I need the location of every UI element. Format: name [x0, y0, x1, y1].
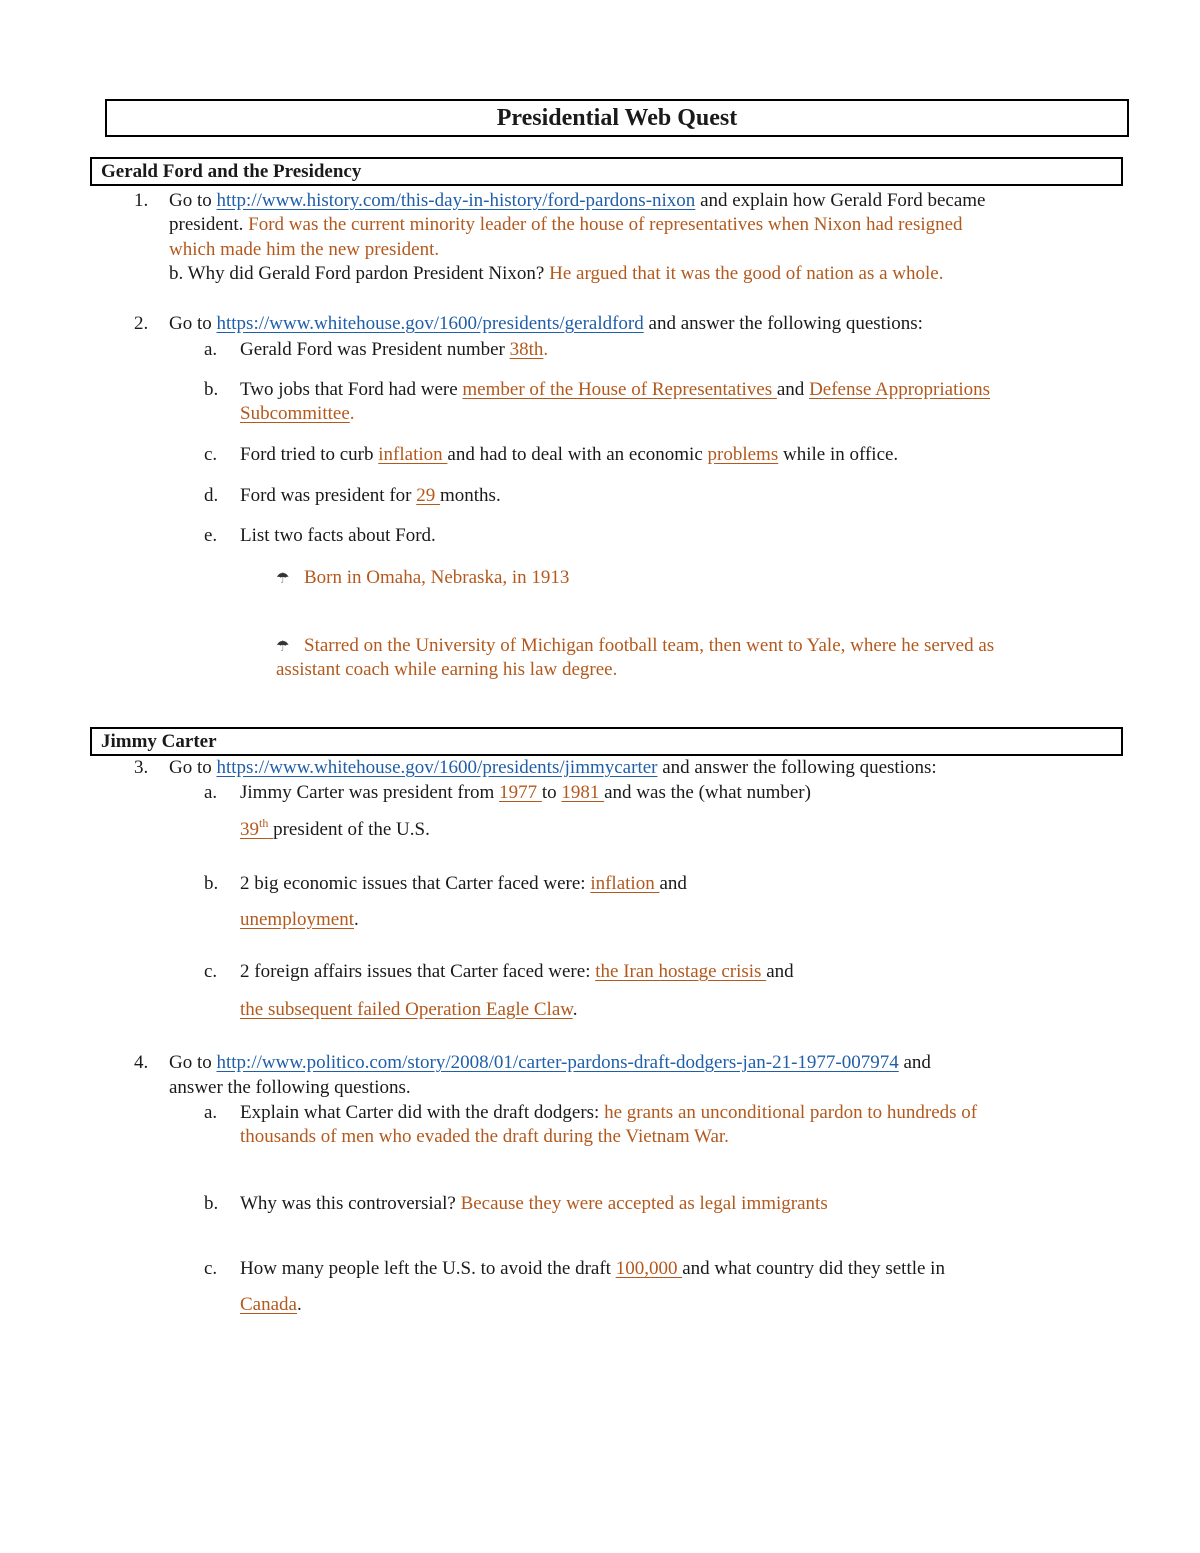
answer-text: thousands of men who evaded the draft during the Vietnam War.: [240, 1126, 729, 1147]
prompt-text: while in office.: [778, 444, 899, 465]
prompt-text: b. Why did Gerald Ford pardon President Nixon?: [169, 263, 550, 284]
answer-blank: the Iran hostage crisis: [595, 961, 767, 982]
prompt-text: and had to deal with an economic: [447, 444, 708, 465]
sub-label: d.: [204, 485, 219, 506]
question-2-line: [169, 312, 923, 336]
punctuation: .: [349, 403, 355, 424]
question-2b-line-2: [240, 402, 355, 426]
question-3c-line: [240, 960, 794, 984]
question-3b-line: [240, 872, 687, 896]
question-2a-line: [240, 338, 548, 362]
ordinal-suffix: th: [259, 816, 269, 830]
section-heading-carter: Jimmy Carter: [90, 727, 1123, 756]
question-2c-line: [240, 443, 898, 467]
prompt-text: Ford was president for: [240, 485, 417, 506]
answer-number: 39: [240, 819, 259, 840]
question-3a-line-2: [240, 818, 430, 842]
question-1b-line: [169, 262, 943, 286]
answer-blank: unemployment: [240, 909, 354, 930]
prompt-text: and explain how Gerald Ford became: [695, 190, 986, 211]
sub-label: c.: [204, 961, 218, 982]
prompt-text: and answer the following questions:: [643, 313, 923, 334]
answer-blank: 100,000: [615, 1258, 683, 1279]
prompt-text: months.: [440, 485, 501, 506]
question-3-line: [169, 756, 937, 780]
answer-blank: 29: [416, 485, 440, 506]
answer-blank: Subcommittee: [240, 403, 350, 424]
question-number: 1.: [134, 190, 149, 211]
prompt-text: Explain what Carter did with the draft dodgers:: [240, 1102, 605, 1123]
question-3a-line: [240, 781, 811, 805]
answer-blank: [240, 816, 273, 840]
umbrella-icon: ☂: [276, 571, 290, 587]
question-3c-line-2: [240, 998, 578, 1022]
answer-blank: member of the House of Representatives: [462, 379, 777, 400]
page-title: Presidential Web Quest: [105, 99, 1129, 137]
prompt-text: Why was this controversial?: [240, 1193, 461, 1214]
sub-label: c.: [204, 444, 218, 465]
prompt-text: and: [898, 1052, 931, 1073]
answer-text: Starred on the University of Michigan football team, then went to Yale, where he served as: [304, 635, 995, 656]
question-2b-line: [240, 378, 990, 402]
prompt-text: and was the (what number): [604, 782, 811, 803]
history-link[interactable]: http://www.history.com/this-day-in-history/ford-pardons-nixon: [216, 190, 696, 211]
sub-label: c.: [204, 1258, 218, 1279]
prompt-text: and: [659, 873, 687, 894]
prompt-text: 2 big economic issues that Carter faced were:: [240, 873, 591, 894]
answer-blank: Canada: [240, 1294, 297, 1315]
prompt-text: How many people left the U.S. to avoid the draft: [240, 1258, 616, 1279]
question-1-line-2: [169, 213, 963, 237]
prompt-text: president of the U.S.: [273, 819, 430, 840]
whitehouse-carter-link[interactable]: https://www.whitehouse.gov/1600/presidents/jimmycarter: [216, 757, 658, 778]
prompt-text: Ford tried to curb: [240, 444, 379, 465]
answer-text: assistant coach while earning his law degree.: [276, 659, 618, 680]
question-number: 4.: [134, 1052, 149, 1073]
answer-blank: the subsequent failed Operation Eagle Claw: [240, 999, 573, 1020]
sub-label: a.: [204, 782, 218, 803]
answer-blank: 1981: [561, 782, 605, 803]
question-4c-line-2: [240, 1293, 302, 1317]
answer-text: which made him the new president.: [169, 239, 440, 260]
sub-label: e.: [204, 525, 218, 546]
whitehouse-ford-link[interactable]: https://www.whitehouse.gov/1600/presidents/geraldford: [216, 313, 644, 334]
question-4-line-2: answer the following questions.: [169, 1077, 411, 1098]
question-4c-line: [240, 1257, 945, 1281]
punctuation: .: [353, 909, 359, 930]
answer-blank: problems: [707, 444, 779, 465]
prompt-text: Gerald Ford was President number: [240, 339, 510, 360]
answer-text: He argued that it was the good of nation as a whole.: [549, 263, 944, 284]
sub-label: b.: [204, 1193, 219, 1214]
prompt-text: to: [541, 782, 562, 803]
fact-1: [276, 566, 569, 591]
question-3b-line-2: [240, 908, 359, 932]
answer-text: Ford was the current minority leader of the house of representatives when Nixon had resigned: [248, 214, 963, 235]
prompt-text: 2 foreign affairs issues that Carter faced were:: [240, 961, 596, 982]
sub-label: a.: [204, 1102, 218, 1123]
punctuation: .: [572, 999, 578, 1020]
prompt-text: and answer the following questions:: [657, 757, 937, 778]
go-to-text: Go to: [169, 313, 217, 334]
prompt-text: Two jobs that Ford had were: [240, 379, 463, 400]
question-number: 2.: [134, 313, 149, 334]
question-4a-line: [240, 1101, 977, 1125]
go-to-text: Go to: [169, 757, 217, 778]
sub-label: b.: [204, 873, 219, 894]
sub-label: b.: [204, 379, 219, 400]
answer-blank: 1977: [499, 782, 542, 803]
question-2d-line: [240, 484, 501, 508]
politico-link[interactable]: http://www.politico.com/story/2008/01/carter-pardons-draft-dodgers-jan-21-1977-007974: [216, 1052, 899, 1073]
go-to-text: Go to: [169, 190, 217, 211]
prompt-text: president.: [169, 214, 249, 235]
answer-text: Born in Omaha, Nebraska, in 1913: [304, 567, 570, 588]
prompt-text: and: [776, 379, 810, 400]
umbrella-icon: ☂: [276, 639, 290, 655]
section-heading-ford: Gerald Ford and the Presidency: [90, 157, 1123, 186]
question-number: 3.: [134, 757, 149, 778]
answer-blank: inflation: [590, 873, 660, 894]
fact-2: [276, 634, 994, 659]
answer-text: Because they were accepted as legal immigrants: [460, 1193, 828, 1214]
punctuation: .: [296, 1294, 302, 1315]
prompt-text: and what country did they settle in: [682, 1258, 945, 1279]
answer-blank: Defense Appropriations: [809, 379, 991, 400]
punctuation: .: [543, 339, 549, 360]
answer-blank: 38th: [509, 339, 544, 360]
sub-label: a.: [204, 339, 218, 360]
question-4-line: [169, 1051, 931, 1075]
question-4b-line: [240, 1192, 828, 1216]
question-1-line: [169, 189, 986, 213]
prompt-text: and: [766, 961, 794, 982]
go-to-text: Go to: [169, 1052, 217, 1073]
prompt-text: Jimmy Carter was president from: [240, 782, 500, 803]
answer-text: he grants an unconditional pardon to hundreds of: [604, 1102, 978, 1123]
question-2e-line: List two facts about Ford.: [240, 525, 436, 546]
answer-blank: inflation: [378, 444, 448, 465]
